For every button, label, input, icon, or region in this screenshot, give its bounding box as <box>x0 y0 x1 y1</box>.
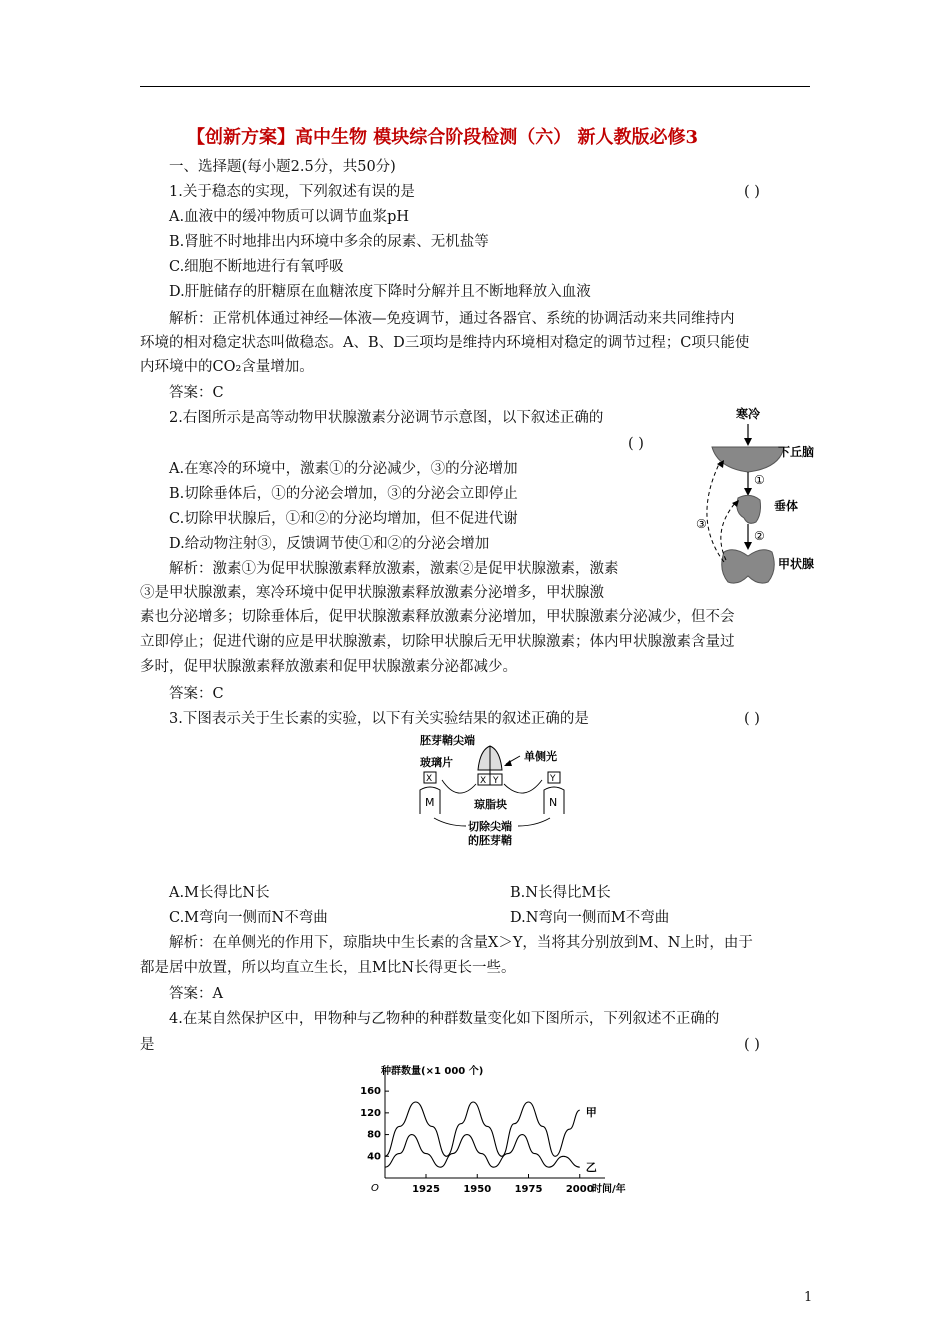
series-label-1: 乙 <box>585 1161 597 1175</box>
label-thyroid: 甲状腺 <box>778 557 815 571</box>
x-tick-label-1975: 1975 <box>514 1184 543 1195</box>
label-y-center: Y <box>493 776 499 786</box>
q3-answer: 答案：A <box>169 986 223 1002</box>
auxin-experiment-diagram <box>408 730 588 855</box>
q1-option-c: C.细胞不断地进行有氧呼吸 <box>169 259 344 275</box>
x-tick-label-1925: 1925 <box>412 1184 440 1195</box>
label-agar: 琼脂块 <box>474 798 507 811</box>
q2-option-a: A.在寒冷的环境中，激素①的分泌减少，③的分泌增加 <box>169 461 518 477</box>
q3-option-c: C.M弯向一侧而N不弯曲 <box>169 910 328 926</box>
thyroid-regulation-diagram <box>690 400 830 595</box>
q2-analysis-2: ③是甲状腺激素，寒冷环境中促甲状腺激素释放激素分泌增多，甲状腺激 <box>140 585 604 601</box>
q2-analysis-4: 立即停止；促进代谢的应是甲状腺激素，切除甲状腺后无甲状腺激素；体内甲状腺激素含量过 <box>140 634 735 650</box>
x-tick-label-1950: 1950 <box>463 1184 492 1195</box>
q3-option-b: B.N长得比M长 <box>510 885 611 901</box>
q2-bracket: ( ) <box>628 436 644 452</box>
feedback-arrow <box>707 462 724 562</box>
y-tick-label-160: 160 <box>360 1086 381 1098</box>
y-tick-label-80: 80 <box>367 1129 381 1141</box>
hypothalamus-shape <box>712 447 784 472</box>
q4-stem-2: 是 <box>140 1037 155 1053</box>
label-x-center: X <box>480 776 487 786</box>
q4-bracket: ( ) <box>744 1037 760 1053</box>
q2-analysis-5: 多时，促甲状腺激素释放激素和促甲状腺激素分泌都减少。 <box>140 659 517 675</box>
header-rule <box>140 86 810 87</box>
q2-answer: 答案：C <box>169 686 224 702</box>
q2-analysis-1: 解析：激素①为促甲状腺激素释放激素，激素②是促甲状腺激素，激素 <box>169 561 619 577</box>
q2-option-c: C.切除甲状腺后，①和②的分泌均增加，但不促进代谢 <box>169 511 518 527</box>
label-light: 单侧光 <box>524 750 557 763</box>
series-label-0: 甲 <box>585 1106 597 1120</box>
q2-analysis-3: 素也分泌增多；切除垂体后，促甲状腺激素释放激素分泌增加，甲状腺激素分泌减少，但不会 <box>140 609 735 625</box>
q3-option-d: D.N弯向一侧而M不弯曲 <box>510 910 670 926</box>
origin-label: O <box>371 1183 379 1194</box>
q3-option-a: A.M长得比N长 <box>169 885 270 901</box>
population-chart <box>345 1060 645 1200</box>
q1-option-d: D.肝脏储存的肝糖原在血糖浓度下降时分解并且不断地释放入血液 <box>169 284 591 300</box>
series-line-1 <box>385 1135 580 1168</box>
label-glass: 玻璃片 <box>420 756 453 769</box>
section-heading: 一、选择题(每小题2.5分，共50分) <box>169 159 396 175</box>
q1-bracket: ( ) <box>744 184 760 200</box>
q2-option-d: D.给动物注射③，反馈调节使①和②的分泌会增加 <box>169 536 490 552</box>
q3-analysis-2: 都是居中放置，所以均直立生长，且M比N长得更长一些。 <box>140 960 516 976</box>
label-m: M <box>425 796 435 809</box>
label-tip: 胚芽鞘尖端 <box>420 734 475 747</box>
q1-option-b: B.肾脏不时地排出内环境中多余的尿素、无机盐等 <box>169 234 489 250</box>
label-cut-1: 切除尖端 <box>468 820 512 833</box>
y-tick-label-120: 120 <box>360 1107 381 1119</box>
q3-stem: 3.下图表示关于生长素的实验，以下有关实验结果的叙述正确的是 <box>169 711 589 727</box>
label-n: N <box>549 796 558 809</box>
pituitary-shape <box>737 495 761 523</box>
q2-stem: 2.右图所示是高等动物甲状腺激素分泌调节示意图，以下叙述正确的 <box>169 410 604 426</box>
label-cut-2: 的胚芽鞘 <box>468 834 512 847</box>
x-tick-label-2000: 2000 <box>565 1184 594 1195</box>
q2-option-b: B.切除垂体后，①的分泌会增加，③的分泌会立即停止 <box>169 486 518 502</box>
q1-option-a: A.血液中的缓冲物质可以调节血浆pH <box>169 209 410 225</box>
q1-stem: 1.关于稳态的实现，下列叙述有误的是 <box>169 184 415 200</box>
label-x-left: X <box>426 774 433 784</box>
page-number: 1 <box>804 1290 813 1305</box>
q1-answer: 答案：C <box>169 385 224 401</box>
q3-analysis-1: 解析：在单侧光的作用下，琼脂块中生长素的含量X＞Y，当将其分别放到M、N上时，由于 <box>169 935 753 951</box>
label-n3: ③ <box>696 517 707 531</box>
q1-analysis-2: 环境的相对稳定状态叫做稳态。A、B、D三项均是维持内环境相对稳定的调节过程；C项只能使 <box>140 335 750 351</box>
page-title: 【创新方案】高中生物 模块综合阶段检测（六） 新人教版必修3 <box>187 127 699 148</box>
q1-analysis-1: 解析：正常机体通过神经—体液—免疫调节，通过各器官、系统的协调活动来共同维持内 <box>169 311 735 327</box>
series-line-0 <box>385 1102 580 1156</box>
y-tick-label-40: 40 <box>367 1151 381 1163</box>
thyroid-shape <box>722 550 775 583</box>
label-y-right: Y <box>550 774 556 784</box>
x-axis-label: 时间/年 <box>592 1184 626 1195</box>
label-hypothalamus: 下丘脑 <box>778 445 815 459</box>
q4-stem-1: 4.在某自然保护区中，甲物种与乙物种的种群数量变化如下图所示，下列叙述不正确的 <box>169 1011 720 1027</box>
label-n1: ① <box>754 473 765 487</box>
label-pituitary: 垂体 <box>774 499 799 513</box>
label-cold: 寒冷 <box>736 407 761 421</box>
label-n2: ② <box>754 529 765 543</box>
q3-bracket: ( ) <box>744 711 760 727</box>
q1-analysis-3: 内环境中的CO₂含量增加。 <box>140 359 314 375</box>
y-axis-label: 种群数量(×1 000 个) <box>381 1066 484 1077</box>
